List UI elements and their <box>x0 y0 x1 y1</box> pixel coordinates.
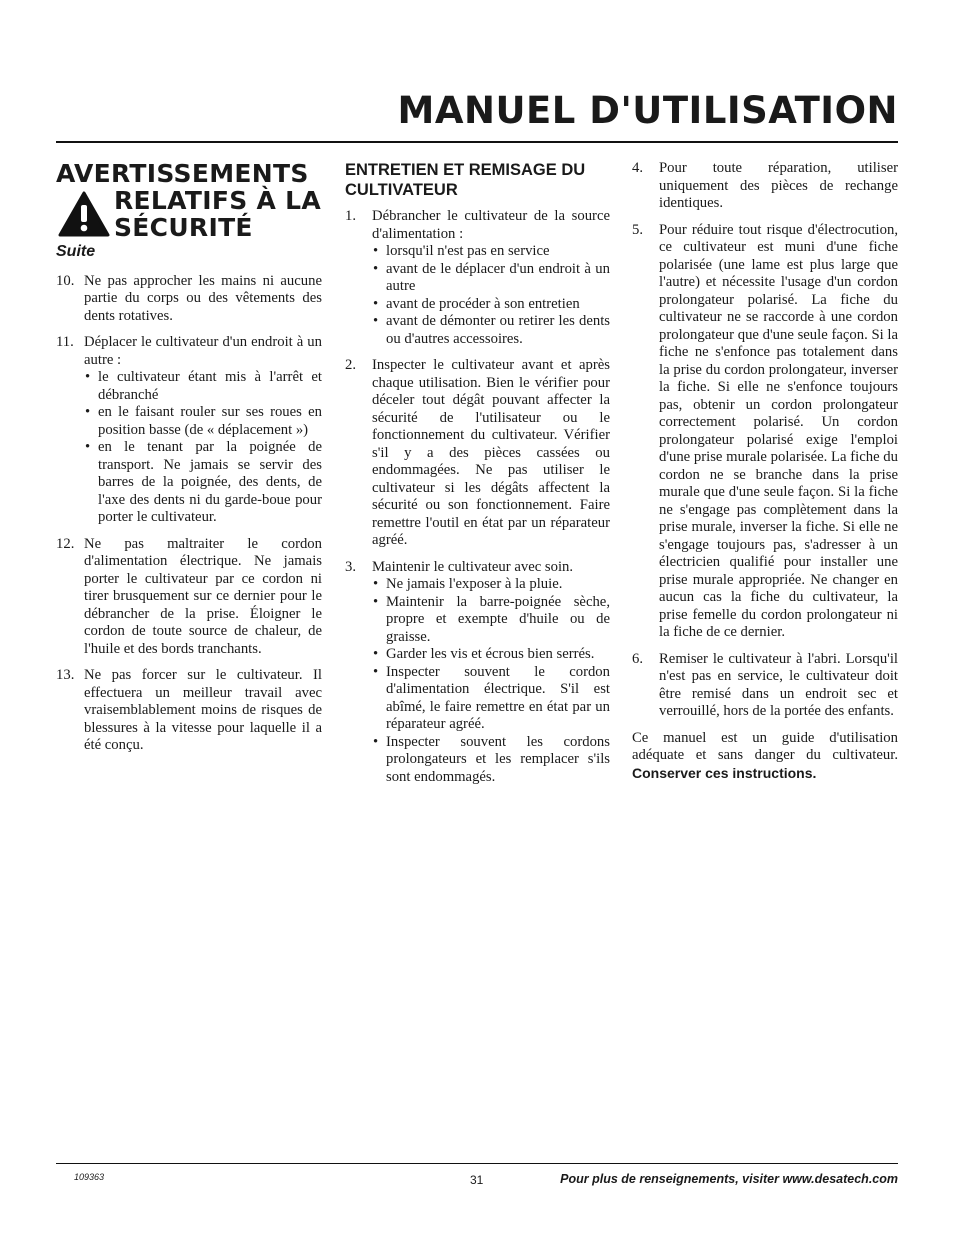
safety-heading-line1: AVERTISSEMENTS <box>56 159 309 188</box>
item-text: Débrancher le cultivateur de la source d'alimentation : <box>372 208 610 242</box>
safety-list <box>56 273 322 755</box>
item-text: Ne pas approcher les mains ni aucune partie du corps ou des vêtements des dents rotatives. <box>84 272 322 324</box>
item-text: Ne pas forcer sur le cultivateur. Il effectuera un meilleur travail avec vraisemblablement moins de risques de blessures à la vitesse pour laquelle il a été conçu. <box>84 667 322 753</box>
item-number: 4. <box>632 160 644 176</box>
bullet-text: avant de le déplacer d'un endroit à un autre <box>386 260 610 294</box>
bullet-item: • avant de démonter ou retirer les dents ou d'autres accessoires. <box>373 313 610 347</box>
item-text: Remiser le cultivateur à l'abri. Lorsqu'il n'est pas en service, le cultivateur doit être remisé dans un endroit sec et verrouillé, hors de la portée des enfants. <box>659 650 898 719</box>
item-number: 11. <box>56 334 74 350</box>
bullet-item: • Ne jamais l'exposer à la pluie. <box>373 576 563 592</box>
closing-text: Ce manuel est un guide d'utilisation adéquate et sans danger du cultivateur. <box>632 729 898 763</box>
maintenance-list <box>345 208 610 786</box>
footer-note: Pour plus de renseignements, visiter www.desatech.com <box>560 1172 898 1186</box>
item-text: Ne pas maltraiter le cordon d'alimentation électrique. Ne jamais porter le cultivateur par ce cordon ni tirer brusquement sur ce dernier pour le débrancher de la prise. Éloigner le cordon de toute source de chaleur, de l'huile et des bords tranchants. <box>84 535 322 657</box>
item-number: 2. <box>345 357 357 373</box>
bullet-item: • en le tenant par la poignée de transport. Ne jamais se servir des barres de la poignée, des dents, de l'axe des dents ni du garde-boue pour porter le cultivateur. <box>85 439 322 525</box>
bullet-item: • Garder les vis et écrous bien serrés. <box>373 646 595 662</box>
item-number: 3. <box>345 558 357 575</box>
bullet-text: Inspecter souvent le cordon d'alimentation électrique. S'il est abîmé, le faire remettre en état par un réparateur agréé. <box>386 663 610 732</box>
document-number: 109363 <box>74 1172 105 1182</box>
list-item <box>56 334 322 527</box>
list-item <box>56 273 322 326</box>
bullet-list <box>372 576 610 786</box>
bullet-item: • Maintenir la barre-poignée sèche, propre et exempte d'huile ou de graisse. <box>373 593 610 645</box>
list-item <box>632 222 898 642</box>
bullet-list <box>372 243 610 348</box>
bullet-text: le cultivateur étant mis à l'arrêt et débranché <box>98 369 322 403</box>
list-item <box>632 651 898 721</box>
item-text: Maintenir le cultivateur avec soin. <box>372 558 574 575</box>
list-item <box>345 357 610 550</box>
item-number: 1. <box>345 208 357 224</box>
list-item <box>56 536 322 659</box>
bullet-text: lorsqu'il n'est pas en service <box>386 243 550 259</box>
maintenance-heading: ENTRETIEN ET REMISAGE DU CULTIVATEUR <box>345 161 586 199</box>
bullet-item: • lorsqu'il n'est pas en service <box>373 243 550 259</box>
bullet-item: • Inspecter souvent les cordons prolongateurs et les remplacer s'ils sont endommagés. <box>373 733 610 785</box>
maintenance-column <box>345 160 610 795</box>
footer-divider <box>56 1163 898 1164</box>
warning-triangle-icon <box>58 191 110 237</box>
list-item <box>56 667 322 755</box>
bullet-item: • Inspecter souvent le cordon d'alimentation électrique. S'il est abîmé, le faire remettre en état par un réparateur agréé. <box>373 663 610 732</box>
safety-heading <box>56 160 322 241</box>
item-number: 5. <box>632 221 644 238</box>
closing-instruction: Conserver ces instructions. <box>632 764 817 781</box>
safety-subheading: Suite <box>56 243 96 260</box>
item-text: Pour toute réparation, utiliser uniquement des pièces de rechange identiques. <box>659 160 898 211</box>
list-item <box>632 160 898 213</box>
title-divider <box>56 141 898 143</box>
closing-paragraph <box>632 730 898 784</box>
bullet-item: • en le faisant rouler sur ses roues en position basse (de « déplacement ») <box>85 404 322 438</box>
page-title: MANUEL D'UTILISATION <box>397 89 898 132</box>
bullet-text: avant de procéder à son entretien <box>386 295 580 312</box>
item-text: Pour réduire tout risque d'électrocution, ce cultivateur est muni d'une fiche polarisée (une lame est plus large que l'autre) et nécessite l'usage d'un cordon prolongateur polarisé. La fiche du cultivateur ne se raccorde à une cordon prolongateur que d'une seule façon. Si la fiche ne s'enfonce pas totalement dans la prise du cordon prolongateur, inverser la fiche. Si elle ne s'enfonce toujours pas, obtenir un cordon prolongateur correctement polarisé. Un cordon prolongateur polarisé exige l'emploi d'une prise murale polarisée. La fiche du cordon ne se branche dans la prise murale que d'une seule façon. Si la fiche ne s'engage pas complètement dans la prise murale, inverser la fiche. Si elle ne s'engage toujours pas, s'adresser à un électricien qualifié pour installer une prise murale appropriée. Ne changer en aucun cas la fiche du cultivateur, la prise femelle du cordon prolongateur ni la fiche de ce dernier. <box>659 221 898 640</box>
bullet-text: Ne jamais l'exposer à la pluie. <box>386 576 563 592</box>
bullet-text: Maintenir la barre-poignée sèche, propre et exempte d'huile ou de graisse. <box>386 593 610 645</box>
bullet-text: en le tenant par la poignée de transport. Ne jamais se servir des barres de la poignée, des dents, de l'axe des dents ni du garde-boue pour porter le cultivateur. <box>98 439 322 525</box>
bullet-item: • avant de procéder à son entretien <box>373 295 580 312</box>
bullet-list <box>84 369 322 527</box>
item-number: 6. <box>632 650 644 667</box>
maintenance-list-continued <box>632 160 898 721</box>
maintenance-continued-column <box>632 160 898 798</box>
item-text: Déplacer le cultivateur d'un endroit à un autre : <box>84 334 322 368</box>
item-number: 13. <box>56 667 75 683</box>
bullet-text: en le faisant rouler sur ses roues en position basse (de « déplacement ») <box>98 404 322 438</box>
safety-heading-line3: SÉCURITÉ <box>114 213 253 242</box>
bullet-text: Garder les vis et écrous bien serrés. <box>386 646 595 662</box>
item-number: 10. <box>56 272 75 289</box>
bullet-item: • le cultivateur étant mis à l'arrêt et débranché <box>85 369 322 403</box>
safety-column <box>56 160 322 764</box>
page-number: 31 <box>470 1173 484 1187</box>
bullet-text: Inspecter souvent les cordons prolongateurs et les remplacer s'ils sont endommagés. <box>386 733 610 785</box>
list-item <box>345 208 610 348</box>
bullet-item: • avant de le déplacer d'un endroit à un autre <box>373 260 610 294</box>
list-item <box>345 559 610 787</box>
item-number: 12. <box>56 535 75 552</box>
safety-heading-line2: RELATIFS À LA <box>114 186 322 215</box>
item-text: Inspecter le cultivateur avant et après chaque utilisation. Bien le vérifier pour déceler tout dégât pouvant affecter la sécurité de l'utilisateur ou le fonctionnement du cultivateur. Vérifier s'il y a des pièces cassées ou endommagées. Ne pas utiliser le cultivateur si les dégâts affectent la sécurité ou son fonctionnement. Faire remettre l'outil en état par un réparateur agréé. <box>372 357 610 548</box>
bullet-text: avant de démonter ou retirer les dents ou d'autres accessoires. <box>386 313 610 347</box>
